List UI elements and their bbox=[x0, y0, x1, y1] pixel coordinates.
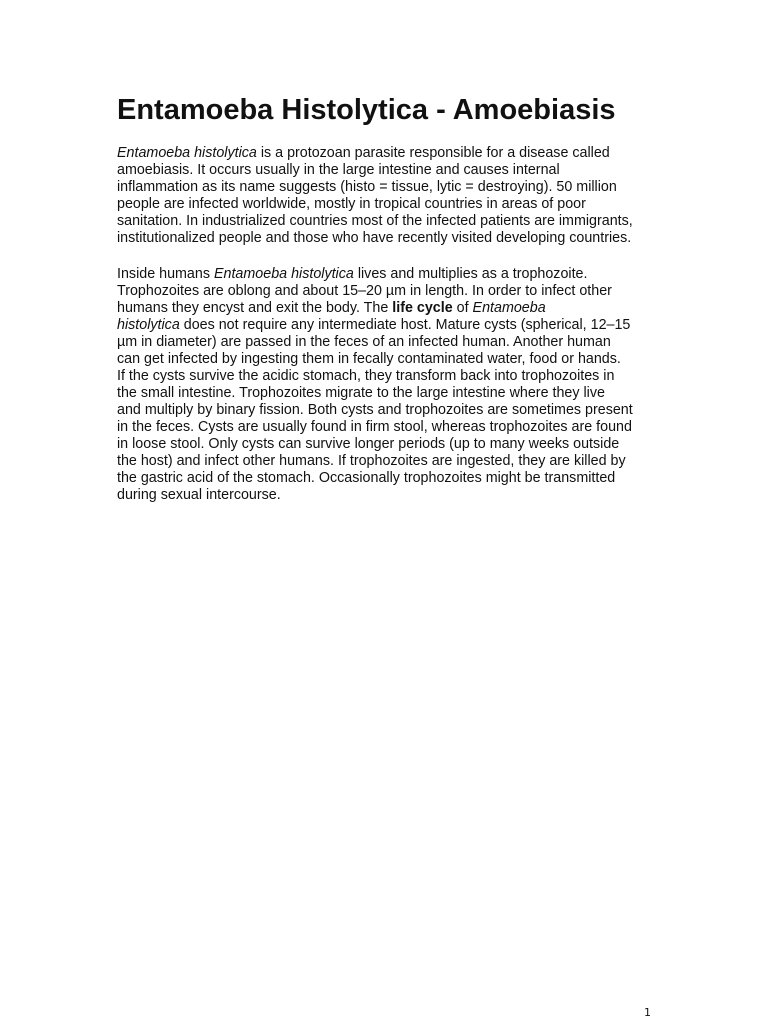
text-run: inflammation as its name suggests (histo = tissue, lytic = destroying). 50 million bbox=[117, 179, 617, 195]
text-line bbox=[117, 230, 633, 247]
text-line bbox=[117, 162, 633, 179]
text-line bbox=[117, 436, 633, 453]
paragraph-intro bbox=[117, 145, 633, 247]
text-line bbox=[117, 213, 633, 230]
text-line bbox=[117, 300, 633, 317]
text-line bbox=[117, 470, 633, 487]
text-line bbox=[117, 179, 633, 196]
text-run: the gastric acid of the stomach. Occasionally trophozoites might be transmitted bbox=[117, 470, 616, 486]
text-line bbox=[117, 351, 633, 368]
text-run: the host) and infect other humans. If trophozoites are ingested, they are killed by bbox=[117, 453, 626, 469]
text-line bbox=[117, 487, 633, 504]
text-run: Trophozoites are oblong and about 15–20 µm in length. In order to infect other bbox=[117, 283, 612, 299]
text-run: of bbox=[452, 300, 473, 316]
text-run: is a protozoan parasite responsible for a disease called bbox=[256, 145, 610, 161]
bold-text-run: life cycle bbox=[392, 300, 453, 316]
text-line bbox=[117, 196, 633, 213]
italic-text-run: histolytica bbox=[117, 317, 180, 333]
text-run: µm in diameter) are passed in the feces of an infected human. Another human bbox=[117, 334, 611, 350]
text-line bbox=[117, 453, 633, 470]
text-line bbox=[117, 334, 633, 351]
text-run: the small intestine. Trophozoites migrate to the large intestine where they live bbox=[117, 385, 605, 401]
text-line bbox=[117, 317, 633, 334]
text-run: sanitation. In industrialized countries most of the infected patients are immigrants, bbox=[117, 213, 633, 229]
text-run: in loose stool. Only cysts can survive longer periods (up to many weeks outside bbox=[117, 436, 620, 452]
text-run: people are infected worldwide, mostly in tropical countries in areas of poor bbox=[117, 196, 586, 212]
text-line bbox=[117, 402, 633, 419]
text-line bbox=[117, 419, 633, 436]
text-run: If the cysts survive the acidic stomach, they transform back into trophozoites in bbox=[117, 368, 615, 384]
text-line bbox=[117, 385, 633, 402]
page-number: 1 bbox=[644, 1006, 651, 1019]
page-title: Entamoeba Histolytica - Amoebiasis bbox=[117, 94, 616, 126]
text-run: humans they encyst and exit the body. The bbox=[117, 300, 393, 316]
paragraph-life-cycle bbox=[117, 266, 633, 504]
text-run: lives and multiplies as a trophozoite. bbox=[353, 266, 588, 282]
text-line bbox=[117, 283, 633, 300]
text-run: does not require any intermediate host. Mature cysts (spherical, 12–15 bbox=[179, 317, 631, 333]
text-run: in the feces. Cysts are usually found in firm stool, whereas trophozoites are found bbox=[117, 419, 632, 435]
text-run: can get infected by ingesting them in fecally contaminated water, food or hands. bbox=[117, 351, 621, 367]
text-run: and multiply by binary fission. Both cysts and trophozoites are sometimes present bbox=[117, 402, 633, 418]
text-run: Inside humans bbox=[117, 266, 214, 282]
text-run: during sexual intercourse. bbox=[117, 487, 281, 503]
text-line bbox=[117, 145, 633, 162]
italic-text-run: Entamoeba histolytica bbox=[117, 145, 257, 161]
text-run: institutionalized people and those who have recently visited developing countries. bbox=[117, 230, 632, 246]
italic-text-run: Entamoeba histolytica bbox=[213, 266, 354, 282]
italic-text-run: Entamoeba bbox=[472, 300, 546, 316]
text-line bbox=[117, 266, 633, 283]
text-line bbox=[117, 368, 633, 385]
text-run: amoebiasis. It occurs usually in the large intestine and causes internal bbox=[117, 162, 560, 178]
